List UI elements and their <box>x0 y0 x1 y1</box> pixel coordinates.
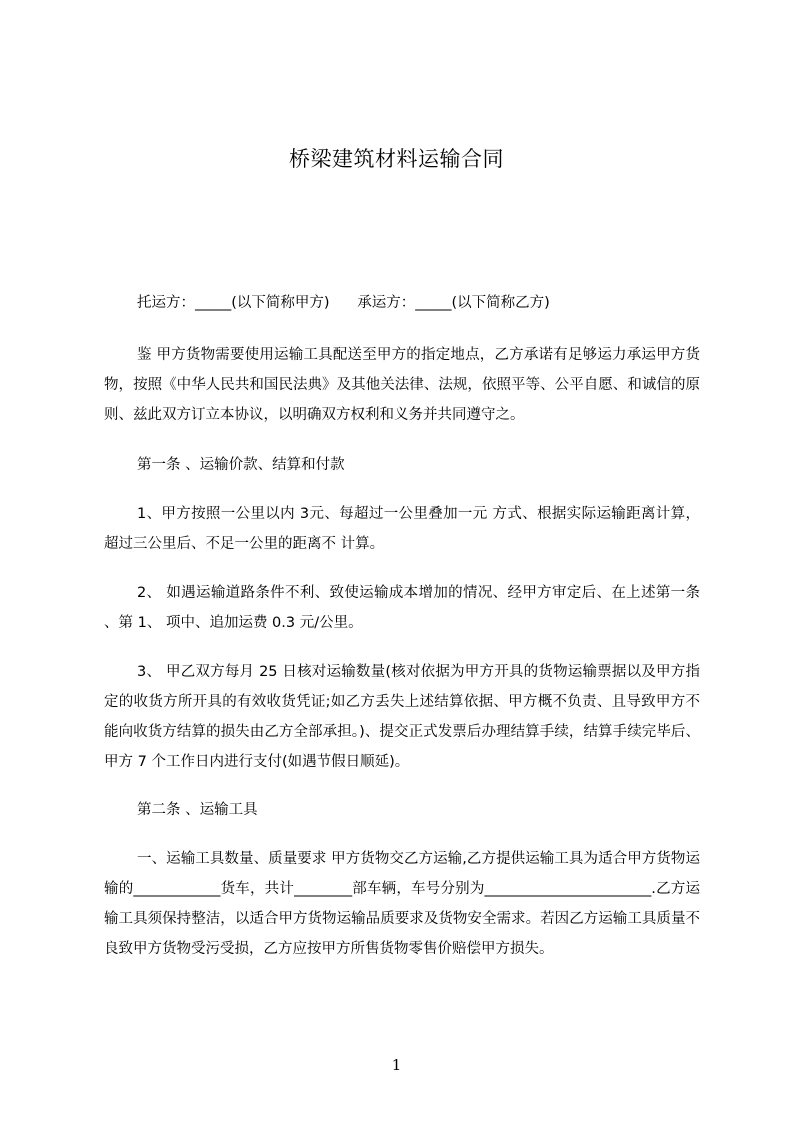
article-2-heading: 第二条 、运输工具 <box>137 802 258 818</box>
article-1-item-2: 2、 如遇运输道路条件不利、致使运输成本增加的情况、经甲方审定后、在上述第一条 、第 1、 项中、追加运费 0.3 元/公里。 <box>104 585 700 631</box>
document-title: 桥梁建筑材料运输合同 <box>289 147 504 171</box>
parties-line: 托运方：_____(以下简称甲方) 承运方：_____(以下简称乙方) <box>137 295 550 311</box>
article-1-item-1: 1、甲方按照一公里以内 3元、每超过一公里叠加一元 方式、根据实际运输距离计算，超过三公里后、不足一公里的距离不 计算。 <box>104 506 700 552</box>
article-1-item-3: 3、 甲乙双方每月 25 日核对运输数量(核对依据为甲方开具的货物运输票据以及甲方指定的收货方所开具的有效收货凭证;如乙方丢失上述结算依据、甲方概不负责、且导致甲方不能向收货方结算的损失由乙方全部承担。)、提交正式发票后办理结算手续，结算手续完毕后、甲方 7 个工作日内进行支付(如遇节假日顺延)。 <box>104 664 700 770</box>
page-number: 1 <box>391 1056 402 1074</box>
article-1-heading: 第一条 、运输价款、结算和付款 <box>137 457 345 473</box>
preamble-paragraph: 鉴 甲方货物需要使用运输工具配送至甲方的指定地点，乙方承诺有足够运力承运甲方货物，按照《中华人民共和国民法典》及其他关法律、法规，依照平等、公平自愿、和诚信的原则、兹此双方订立本协议，以明确双方权利和义务并共同遵守之。 <box>104 347 700 423</box>
article-2-item-1: 一、运输工具数量、质量要求 甲方货物交乙方运输,乙方提供运输工具为适合甲方货物运输的____________货车，共计________部车辆，车号分别为_______________________.乙方运输工具须保持整洁，以适合甲方货物运输品质要求及货物安全需求。若因乙方运输工具质量不良致甲方货物受污受损，乙方应按甲方所售货物零售价赔偿甲方损失。 <box>104 851 700 957</box>
